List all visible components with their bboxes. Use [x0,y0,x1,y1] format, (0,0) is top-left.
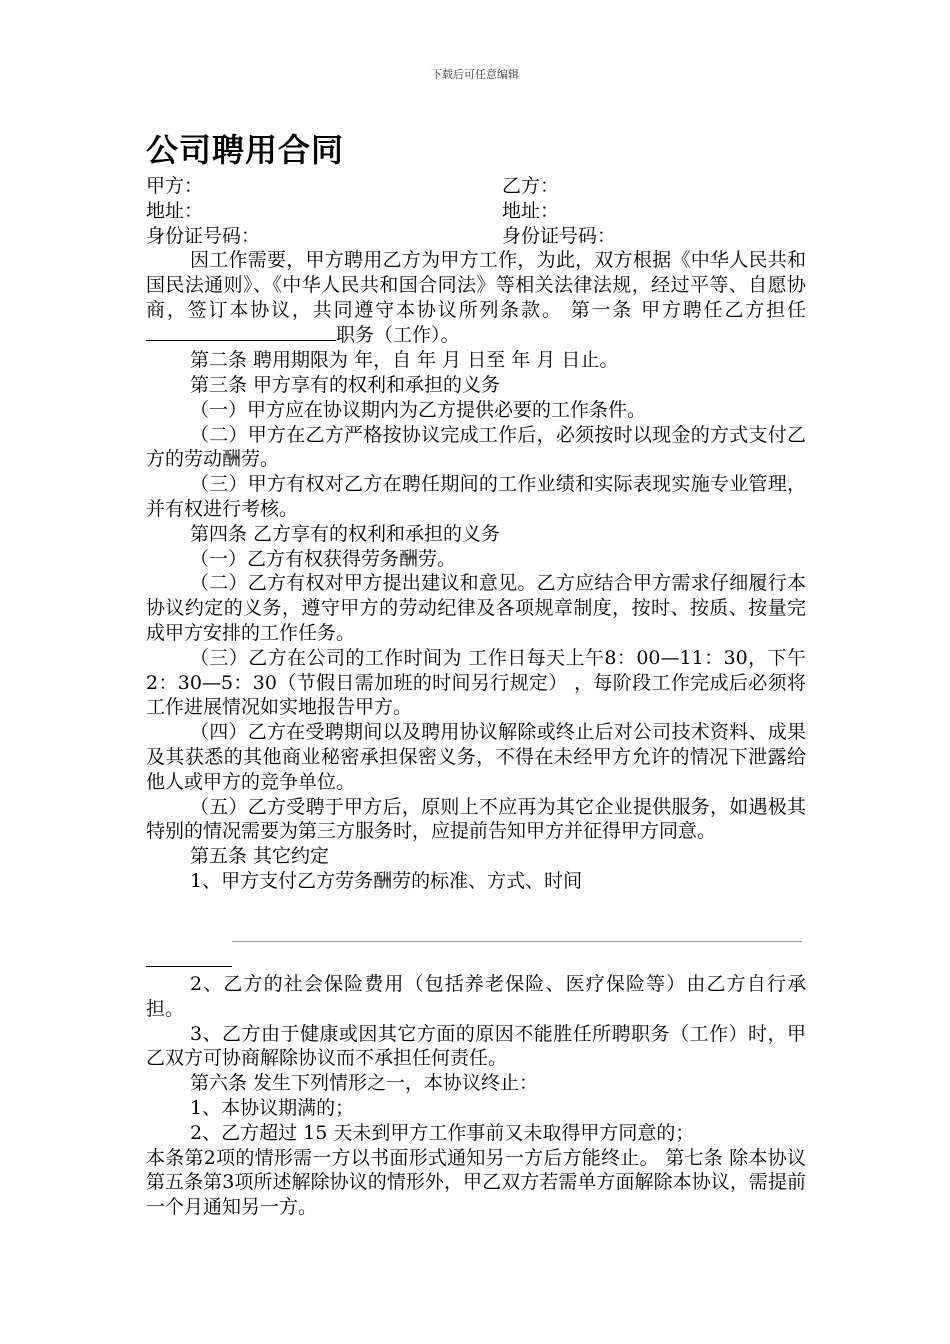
id-yi-label: 身份证号码： [502,225,617,247]
address-jia-label: 地址： [146,200,204,222]
article-3-item-2: （二）甲方在乙方严格按协议完成工作后，必须按时以现金的方式支付乙方的劳动酬劳。 [146,423,806,471]
party-yi-label: 乙方： [502,175,560,197]
document-title: 公司聘用合同 [146,131,345,169]
contract-body [146,248,806,894]
article-5: 第五条 其它约定 [190,845,330,868]
article-6: 第六条 发生下列情形之一，本协议终止： [190,1072,539,1095]
article-3-item-1: （一）甲方应在协议期内为乙方提供必要的工作条件。 [190,398,647,421]
article-4-item-1: （一）乙方有权获得劳务酬劳。 [190,547,457,570]
article-6-item-2: 2、乙方超过 15 天未到甲方工作事前又未取得甲方同意的； [190,1121,695,1144]
fill-in-line-end [146,966,232,967]
party-row-name [146,174,806,199]
intro-text: 因工作需要，甲方聘用乙方为甲方工作，为此，双方根据《中华人民共和国民法通则》、《中华人民共和国合同法》等相关法律法规，经过平等、自愿协商，签订本协议，共同遵守本协议所列条款。 第一条 甲方聘任乙方担任 [146,249,806,321]
intro-paragraph [146,248,806,348]
contract-body-continued [146,972,806,1220]
article-5-item-3: 3、乙方由于健康或因其它方面的原因不能胜任所聘职务（工作）时，甲乙双方可协商解除协议而不承担任何责任。 [146,1022,806,1070]
address-yi-label: 地址： [502,200,560,222]
party-row-address [146,199,806,224]
article-4: 第四条 乙方享有的权利和承担的义务 [190,522,501,545]
article-6-note-and-article-7: 本条第2项的情形需一方以书面形式通知另一方后方能终止。 第七条 除本协议第五条第3项所述解除协议的情形外，甲乙双方若需单方面解除本协议，需提前一个月通知另一方。 [146,1146,806,1219]
article-3: 第三条 甲方享有的权利和承担的义务 [190,373,501,396]
article-5-item-1: 1、甲方支付乙方劳务酬劳的标准、方式、时间 [190,869,583,892]
article-5-item-2: 2、乙方的社会保险费用（包括养老保险、医疗保险等）由乙方自行承担。 [146,973,806,1020]
header-note: 下载后可任意编辑 [431,68,519,81]
id-jia-label: 身份证号码： [146,225,261,247]
article-2: 第二条 聘用期限为 年，自 年 月 日至 年 月 日止。 [190,349,619,372]
article-4-item-3: （三）乙方在公司的工作时间为 工作日每天上午8：00—11：30，下午2：30—5：30（节假日需加班的时间另行规定） ，每阶段工作完成后必须将工作进展情况如实地报告甲方。 [146,646,806,719]
fill-in-line [232,941,802,942]
article-6-item-1: 1、本协议期满的； [190,1096,355,1119]
party-jia-label: 甲方： [146,175,204,197]
article-4-item-2: （二）乙方有权对甲方提出建议和意见。乙方应结合甲方需求仔细履行本协议约定的义务，遵守甲方的劳动纪律及各项规章制度，按时、按质、按量完成甲方安排的工作任务。 [146,572,806,644]
position-blank [146,322,336,341]
article-4-item-4: （四）乙方在受聘期间以及聘用协议解除或终止后对公司技术资料、成果及其获悉的其他商业秘密承担保密义务，不得在未经甲方允许的情况下泄露给他人或甲方的竞争单位。 [146,721,806,793]
article-3-item-3: （三）甲方有权对乙方在聘任期间的工作业绩和实际表现实施专业管理，并有权进行考核。 [146,473,806,520]
party-row-id [146,224,806,249]
position-suffix: 职务（工作）。 [336,324,460,347]
article-4-item-5: （五）乙方受聘于甲方后，原则上不应再为其它企业提供服务，如遇极其特别的情况需要为第三方服务时，应提前告知甲方并征得甲方同意。 [146,795,806,843]
